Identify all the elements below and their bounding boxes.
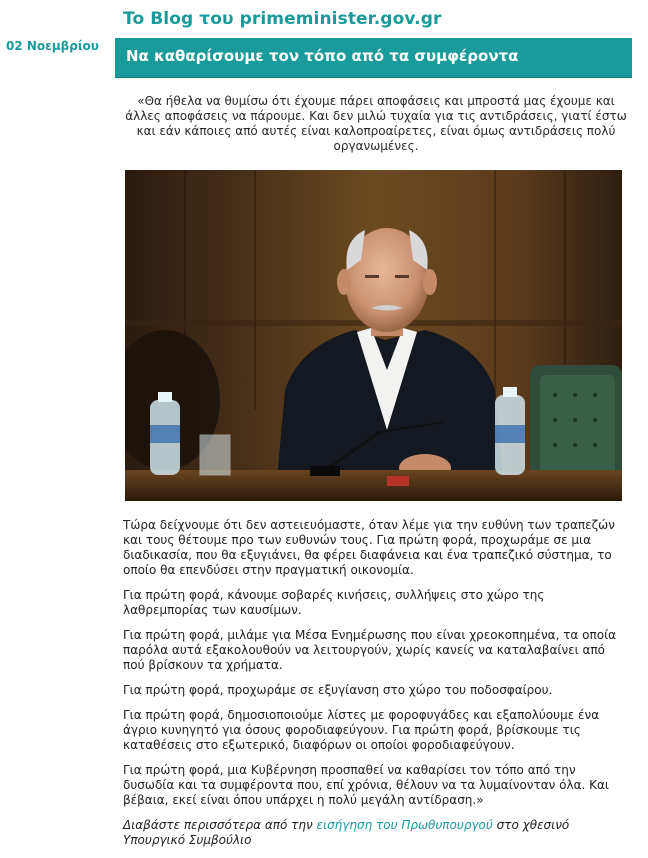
blog-title[interactable]: To Blog του primeminister.gov.gr: [123, 9, 442, 29]
post-photo: [125, 170, 622, 501]
post-body: [123, 94, 629, 858]
post-paragraph: Για πρώτη φορά, μια Κυβέρνηση προσπαθεί να καθαρίσει τον τόπο από την δυσωδία και τα συμφέροντα που, επί χρόνια, θέλουν να τα λυμαίνονταν όλα. Και βέβαια, εκεί είναι όπου υπάρχει η πολύ μεγάλη αντίδραση.»: [123, 763, 609, 807]
outro-suffix: στο χθεσινό Υπουργικό Συμβούλιο: [123, 818, 570, 847]
post-paragraph: Τώρα δείχνουμε ότι δεν αστειευόμαστε, όταν λέμε για την ευθύνη των τραπεζών και τους θέτουμε προ των ευθυνών τους. Για πρώτη φορά, προχωράμε σε μια διαδικασία, που θα εξυγιάνει, θα φέρει διαφάνεια και ένα τραπεζικό σύστημα, το οποίο θα επενδύσει στην πραγματική οικονομία.: [123, 518, 615, 577]
post-title[interactable]: Να καθαρίσουμε τον τόπο από τα συμφέροντα: [126, 47, 519, 65]
post-paragraph: Για πρώτη φορά, δημοσιοποιούμε λίστες με φοροφυγάδες και εξαπολύουμε ένα άγριο κυνηγητό για όσους φοροδιαφεύγουν. Για πρώτη φορά, βρίσκουμε τις καταθέσεις στο εξωτερικό, διαφόρων οι οποίοι φοροδιαφεύγουν.: [123, 708, 600, 752]
outro-prefix: Διαβάστε περισσότερα από την: [123, 818, 317, 832]
post-paragraph: Για πρώτη φορά, μιλάμε για Μέσα Ενημέρωσης που είναι χρεοκοπημένα, τα οποία παρόλα αυτά εξακολουθούν να λειτουργούν, χωρίς κανείς να καταλαβαίνει από πού βρίσκουν τα χρήματα.: [123, 628, 617, 672]
post-date: 02 Νοεμβρίου: [6, 39, 99, 53]
post-header: [115, 38, 632, 78]
speech-link[interactable]: εισήγηση του Πρωθυπουργού: [316, 818, 493, 832]
post-outro: [123, 818, 629, 848]
post-paragraph: Για πρώτη φορά, προχωράμε σε εξυγίανση στο χώρο του ποδοσφαίρου.: [123, 683, 553, 697]
post-intro: «Θα ήθελα να θυμίσω ότι έχουμε πάρει αποφάσεις και μπροστά μας έχουμε και άλλες αποφάσεις να πάρουμε. Και δεν μιλώ τυχαία για τις αντιδράσεις, γιατί έστω και εάν κάποιες από αυτές είναι καλοπροαίρετες, είναι όμως αντιδράσεις πολύ οργανωμένες.: [125, 94, 627, 153]
post-paragraph: Για πρώτη φορά, κάνουμε σοβαρές κινήσεις, συλλήψεις στο χώρο της λαθρεμπορίας των καυσίμων.: [123, 588, 545, 617]
